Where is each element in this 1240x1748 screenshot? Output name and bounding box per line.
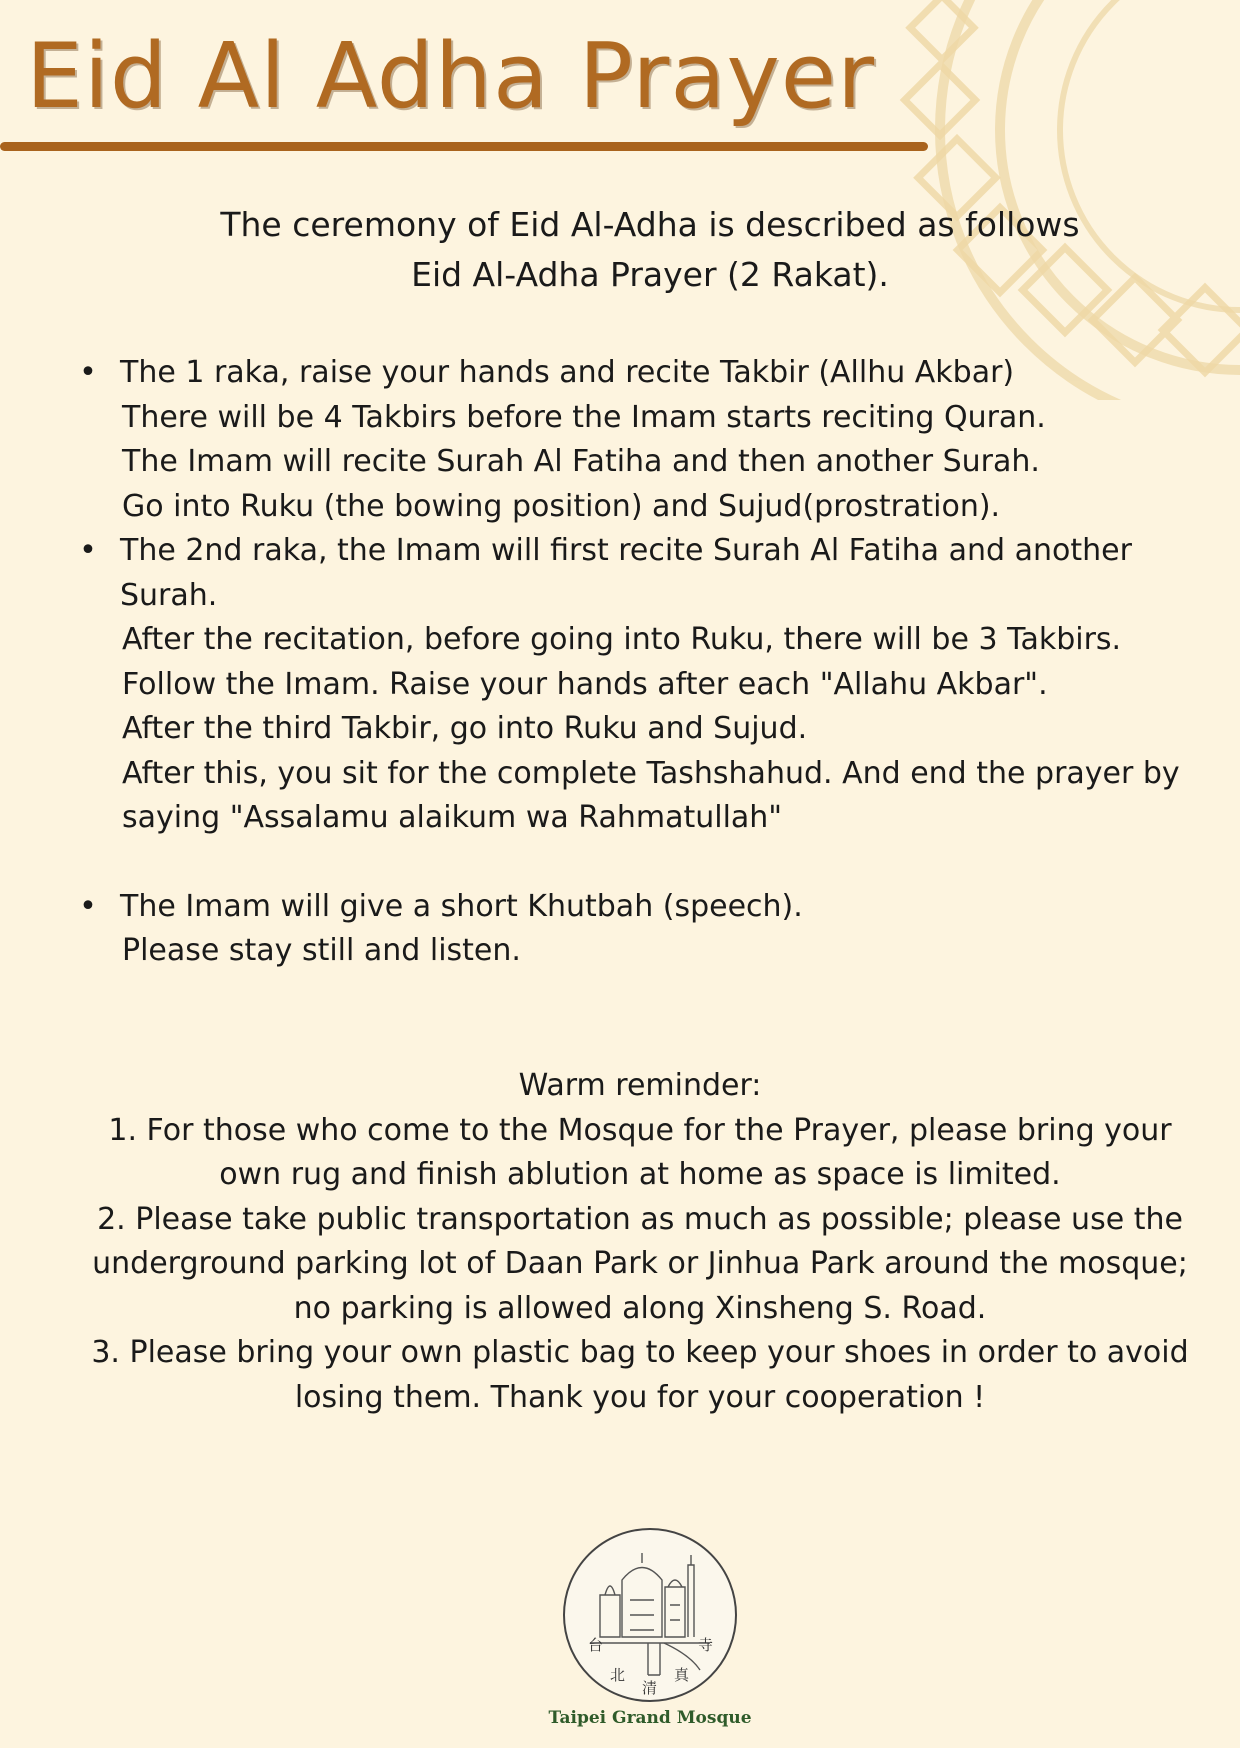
- page-title: Eid Al Adha Prayer: [26, 24, 876, 129]
- step-line: The 1 raka, raise your hands and recite Takbir (Allhu Akbar): [120, 355, 1015, 390]
- step-line: The Imam will give a short Khutbah (speech).: [120, 888, 803, 924]
- logo-caption: Taipei Grand Mosque: [548, 1708, 752, 1728]
- seal-char: 真: [674, 1666, 690, 1684]
- step-line: Follow the Imam. Raise your hands after each "Allahu Akbar".: [122, 666, 1048, 702]
- list-item: [78, 351, 1238, 529]
- reminder-line: 1. For those who come to the Mosque for the Prayer, please bring your: [108, 1112, 1172, 1148]
- seal-char: 台: [588, 1636, 604, 1654]
- reminder-line: losing them. Thank you for your cooperation !: [294, 1379, 986, 1415]
- bullet-icon: •: [79, 888, 97, 924]
- seal-char: 寺: [698, 1636, 714, 1654]
- seal-char: 北: [610, 1666, 626, 1684]
- reminder-line: 2. Please take public transportation as much as possible; please use the: [97, 1201, 1183, 1237]
- step-line: Surah.: [120, 577, 218, 613]
- step-line: The Imam will recite Surah Al Fatiha and then another Surah.: [122, 444, 1040, 479]
- step-line: saying "Assalamu alaikum wa Rahmatullah": [122, 800, 783, 835]
- reminder-line: underground parking lot of Daan Park or Jinhua Park around the mosque;: [92, 1246, 1188, 1281]
- reminder-heading: Warm reminder:: [518, 1068, 762, 1103]
- step-line: Go into Ruku (the bowing position) and Sujud(prostration).: [122, 488, 1001, 524]
- reminder-line: no parking is allowed along Xinsheng S. Road.: [293, 1290, 987, 1326]
- reminder-line: own rug and finish ablution at home as space is limited.: [219, 1157, 1061, 1192]
- bullet-icon: •: [79, 355, 97, 390]
- list-item: [78, 885, 1238, 974]
- mosque-seal-logo: [560, 1525, 740, 1705]
- step-line: The 2nd raka, the Imam will first recite Surah Al Fatiha and another: [120, 533, 1132, 568]
- step-line: Please stay still and listen.: [122, 933, 521, 968]
- seal-char: 清: [642, 1679, 658, 1697]
- title-underline: [0, 142, 928, 151]
- warm-reminder: [50, 1064, 1230, 1420]
- step-line: After the recitation, before going into Ruku, there will be 3 Takbirs.: [122, 622, 1122, 657]
- step-line: There will be 4 Takbirs before the Imam starts reciting Quran.: [122, 399, 1046, 435]
- intro: [120, 200, 1180, 300]
- intro-line: The ceremony of Eid Al-Adha is described as follows: [220, 205, 1080, 244]
- step-line: After this, you sit for the complete Tashshahud. And end the prayer by: [122, 755, 1180, 791]
- list-item: [78, 529, 1238, 841]
- reminder-line: 3. Please bring your own plastic bag to keep your shoes in order to avoid: [91, 1335, 1189, 1370]
- step-line: After the third Takbir, go into Ruku and Sujud.: [122, 711, 808, 746]
- bullet-icon: •: [79, 533, 97, 568]
- prayer-steps-list: [78, 351, 1238, 974]
- intro-subtitle: Eid Al-Adha Prayer (2 Rakat).: [411, 255, 889, 294]
